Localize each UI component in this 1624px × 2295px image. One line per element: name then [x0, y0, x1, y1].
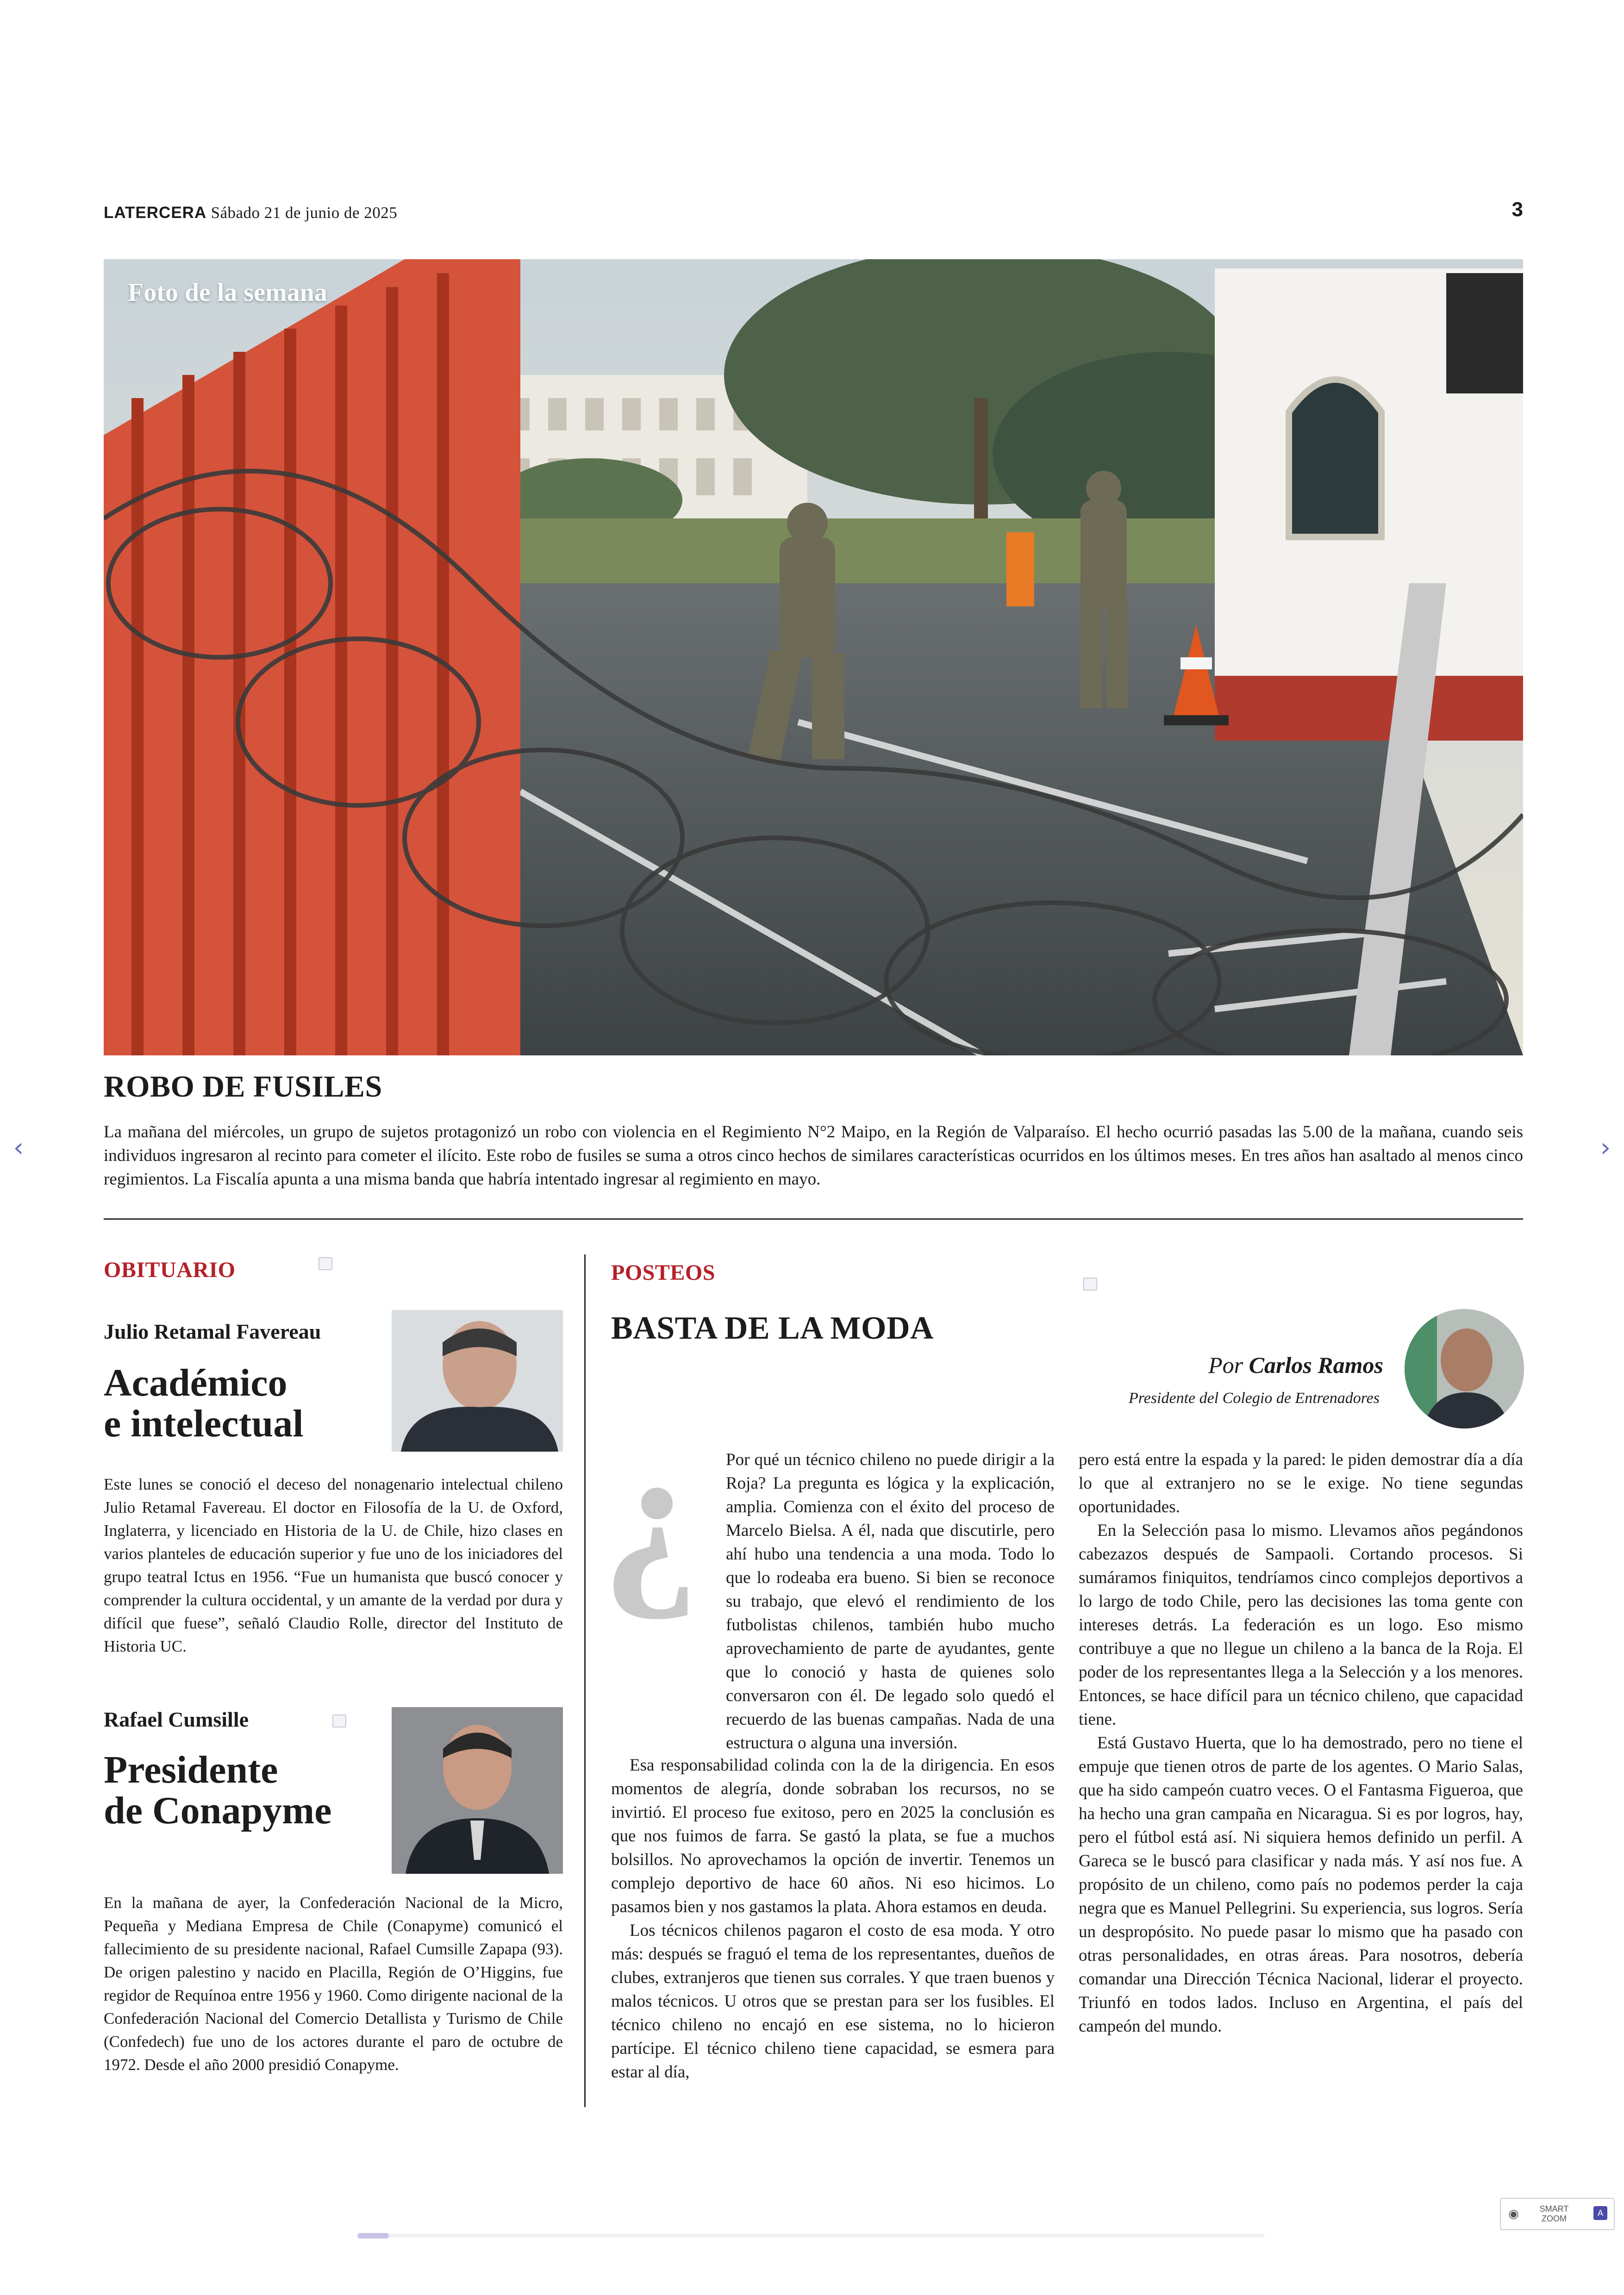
posteos-section-label: POSTEOS: [611, 1260, 715, 1285]
obit-title-line: Académico: [104, 1361, 287, 1404]
page-number: 3: [1512, 198, 1523, 221]
smart-zoom-button[interactable]: [1500, 2198, 1615, 2230]
author-role: Presidente del Colegio de Entrenadores: [1129, 1390, 1380, 1407]
portrait-image: [392, 1707, 563, 1874]
section-divider: [104, 1218, 1523, 1220]
smart-zoom-badge-icon: A: [1593, 2206, 1607, 2220]
byline: [1208, 1352, 1383, 1378]
drop-cap: ¿: [602, 1406, 699, 1621]
photo-label: Foto de la semana: [128, 278, 327, 307]
bookmark-icon[interactable]: [319, 1257, 332, 1270]
column-divider: [584, 1254, 586, 2107]
column-title: BASTA DE LA MODA: [611, 1310, 934, 1346]
column-paragraph: Esa responsabilidad colinda con la de la dirigencia. En esos momentos de alegría, donde sobraban los recursos, no se invirtió. El proceso fue exitoso, pero en 2025 la conclusión es que nos fuimos de farra. Se gastó la plata, se fue a muchos bolsillos. No aprovechamos la opción de invertir. Tenemos un complejo deportivo de hace 60 años. Ni eso hicimos. Lo pasamos bien y nos gastamos la plata. Ahora estamos en deuda.: [611, 1756, 1055, 1916]
column-paragraph: Está Gustavo Huerta, que lo ha demostrado, pero no tiene el empuje que tienen otros de parte de los agentes. O Mario Salas, que ha sido campeón cuatro veces. O el Fantasma Figueroa, que ha hecho una gran campaña en Nicaragua. Si es por logros, hay, pero el fútbol está así. Ni siquiera hemos definido un perfil. A Gareca se le buscó para clasificar y nada más. Y así nos fue. A propósito de un chileno, como país no podemos perder la caja negra que es Manuel Pellegrini. Su experiencia, sus logros. Sería un despropósito. No puede pasar lo mismo que ha pasado con otras personalidades, en otras áreas. Para nosotros, debería comandar una Dirección Técnica Nacional, liderar el proyecto. Triunfó en todos lados. Incluso en Argentina, el país del campeón del mundo.: [1079, 1734, 1523, 2036]
obit-title-line: de Conapyme: [104, 1789, 332, 1832]
smart-zoom-label-line: SMART: [1539, 2204, 1569, 2214]
obit-name-cumsille: Rafael Cumsille: [104, 1708, 249, 1731]
column-paragraph: Los técnicos chilenos pagaron el costo de esa moda. Y otro más: después se fraguó el tema de los representantes, dueños de clubes, extranjeros que tienen sus corrales. Y que traen buenos y malos técnicos. U otros que se prestan para ser los fusibles. El técnico chileno no encajó en ese sistema, no lo hicieron partícipe. El técnico chileno tiene capacidad, se esmera para estar al día,: [611, 1921, 1055, 2082]
photo-of-the-week: [104, 259, 1523, 1055]
smart-zoom-label-line: ZOOM: [1542, 2214, 1567, 2223]
previous-page-icon[interactable]: ‹: [13, 1133, 24, 1163]
column-right-text: [1079, 1448, 1523, 2038]
obit-title-cumsille: [104, 1750, 331, 1831]
obituario-section-label: OBITUARIO: [104, 1258, 236, 1282]
next-page-icon[interactable]: ›: [1600, 1133, 1611, 1163]
author-portrait-image: [1405, 1309, 1524, 1428]
main-headline: ROBO DE FUSILES: [104, 1070, 382, 1104]
byline-prefix: Por: [1208, 1352, 1243, 1378]
obit-title-line: Presidente: [104, 1748, 278, 1791]
bookmark-icon[interactable]: [1083, 1278, 1097, 1291]
column-paragraph: pero está entre la espada y la pared: le piden demostrar día a día lo que al extranjero no se le exige. No tiene segundas oportunidades.: [1079, 1450, 1523, 1516]
issue-date: Sábado 21 de junio de 2025: [211, 204, 398, 222]
eye-icon: ◉: [1508, 2207, 1519, 2221]
author-name: Carlos Ramos: [1249, 1352, 1383, 1378]
regiment-gate-photo: [104, 259, 1523, 1055]
portrait-image: [392, 1310, 563, 1452]
brand-name: LATERCERA: [104, 204, 207, 222]
main-lede: La mañana del miércoles, un grupo de sujetos protagonizó un robo con violencia en el Regimiento N°2 Maipo, en la Región de Valparaíso. El hecho ocurrió pasadas las 5.00 de la mañana, cuando seis individuos ingresaron al recinto para cometer el ilícito. Este robo de fusiles se suma a otros cinco hechos de similares características ocurridos en los últimos meses. En tres años han asaltado al menos cinco regimientos. La Fiscalía apunta a una misma banda que habría intentado ingresar al regimiento en mayo.: [104, 1123, 1523, 1189]
masthead: [104, 204, 397, 222]
obit-body-retamal: Este lunes se conoció el deceso del nonagenario intelectual chileno Julio Retamal Favereau. El doctor en Filosofía de la U. de Oxford, Inglaterra, y licenciado en Historia de la U. de Chile, hizo clases en varios planteles de educación superior y fue uno de los iniciadores del grupo teatral Ictus en 1956. “Fue un humanista que buscó conocer y comprender la cultura occidental, y un amante de la verdad por dura y difícil que fuese”, señaló Claudio Rolle, director del Instituto de Historia UC.: [104, 1475, 563, 1655]
column-intro-text: Por qué un técnico chileno no puede dirigir a la Roja? La pregunta es lógica y la explicación, amplia. Comienza con el éxito del proceso de Marcelo Bielsa. A él, nada que discutirle, pero ahí hubo una tendencia a una moda. Todo lo que lo rodeaba era bueno. Si bien se reconoce su trabajo, que elevó el rendimiento de los futbolistas chilenos, también hubo mucho aprovechamiento de parte de ayudantes, gente que lo conoció y hasta de quienes solo conversaron con él. De legado solo quedó el recuerdo de las buenas campañas. Nada de una estructura o alguna una inversión.: [726, 1450, 1055, 1752]
obit-title-retamal: [104, 1363, 304, 1444]
column-paragraph: En la Selección pasa lo mismo. Llevamos años pegándonos cabezazos después de Sampaoli. Cortando procesos. Si sumáramos finiquitos, tendríamos cinco complejos deportivos a lo largo de todo Chile, pero las decisiones las toma gente con intereses detrás. La federación es un logo. Eso mismo contribuye a que no llegue un chileno a la banca de la Roja. El poder de los representantes llega a la Selección y a los menores. Entonces, se hace difícil para un técnico chileno, que capacidad tiene.: [1079, 1521, 1523, 1729]
page-scroll-thumb[interactable]: [357, 2233, 389, 2239]
obit-body-cumsille: En la mañana de ayer, la Confederación Nacional de la Micro, Pequeña y Mediana Empresa de Chile (Conapyme) comunicó el fallecimiento de su presidente nacional, Rafael Cumsille Zapapa (93). De origen palestino y nacido en Placilla, Región de O’Higgins, fue regidor de Requínoa entre 1956 y 1960. Como dirigente nacional de la Confederación Nacional del Comercio Detallista y Turismo de Chile (Confedech) fue uno de los actores durante el paro de octubre de 1972. Desde el año 2000 presidió Conapyme.: [104, 1894, 563, 2074]
column-left-paragraphs: [611, 1753, 1055, 2084]
portrait-retamal: [392, 1310, 563, 1452]
portrait-cumsille: [392, 1707, 563, 1874]
bookmark-icon[interactable]: [332, 1715, 346, 1727]
smart-zoom-label: [1533, 2204, 1575, 2224]
obit-name-retamal: Julio Retamal Favereau: [104, 1320, 321, 1343]
obit-title-line: e intelectual: [104, 1402, 304, 1445]
page-scroll-track[interactable]: [357, 2234, 1265, 2238]
author-photo: [1405, 1309, 1524, 1428]
